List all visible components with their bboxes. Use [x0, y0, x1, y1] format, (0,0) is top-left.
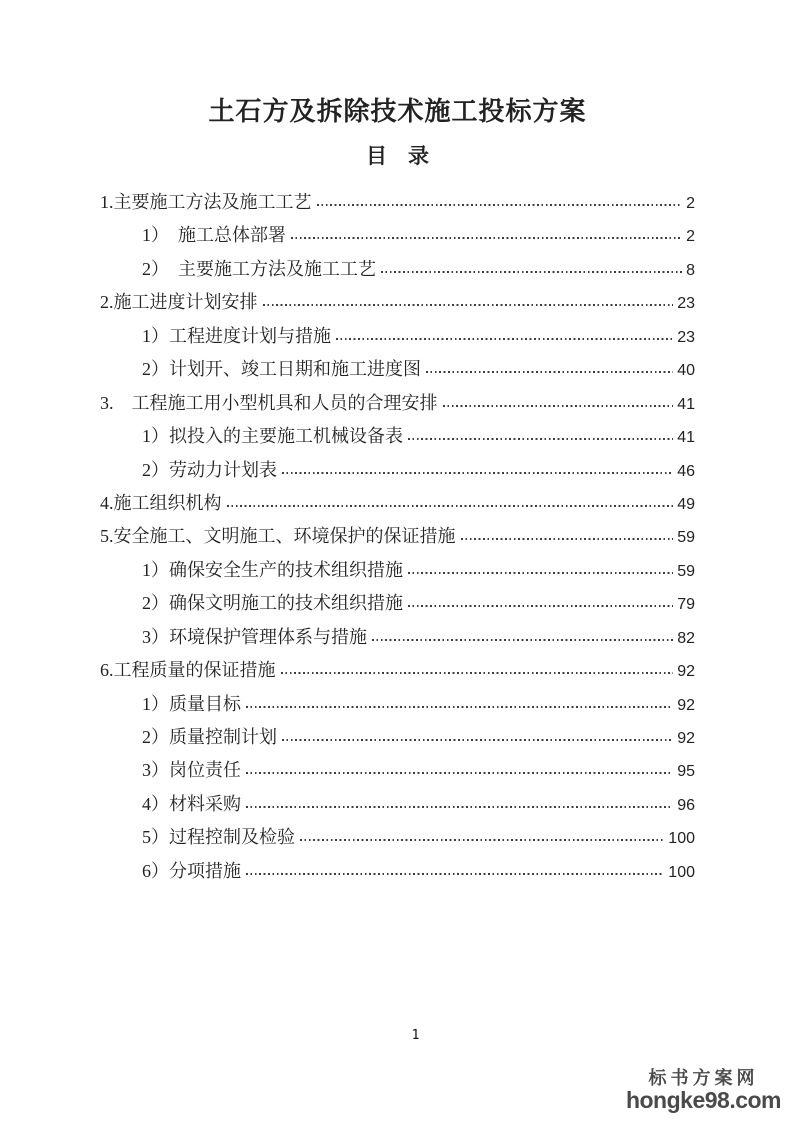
toc-entry[interactable] — [100, 454, 695, 487]
toc-dot-leader — [263, 304, 674, 306]
toc-entry-page: 100 — [668, 863, 695, 881]
toc-entry-label: 1）工程进度计划与措施 — [142, 325, 331, 346]
toc-entry[interactable] — [100, 587, 695, 620]
toc-entry[interactable] — [100, 621, 695, 654]
toc-entry-page: 100 — [668, 830, 695, 848]
toc-entry[interactable] — [100, 186, 695, 219]
toc-entry-label: 1）质量目标 — [142, 693, 241, 714]
toc-entry-label: 1） 施工总体部署 — [142, 225, 286, 246]
toc-dot-leader — [246, 873, 664, 875]
toc-entry-page: 59 — [677, 562, 695, 580]
toc-entry-label: 4.施工组织机构 — [100, 492, 222, 513]
toc-entry-label: 4）材料采购 — [142, 793, 241, 814]
toc-entry[interactable] — [100, 353, 695, 386]
toc-dot-leader — [461, 538, 674, 540]
toc-entry[interactable] — [100, 654, 695, 687]
toc-entry-label: 2）劳动力计划表 — [142, 459, 277, 480]
toc-dot-leader — [300, 839, 664, 841]
toc-dot-leader — [317, 204, 683, 206]
toc-entry-page: 92 — [677, 730, 695, 747]
footer-page-number: 1 — [411, 1028, 420, 1043]
toc-entry-page: 8 — [686, 261, 695, 279]
watermark-site-name: 标书方案网 — [648, 1068, 759, 1088]
toc-entry[interactable] — [100, 721, 695, 754]
toc-dot-leader — [408, 438, 673, 440]
toc-entry-page: 2 — [686, 195, 695, 212]
toc-entry-page: 46 — [677, 462, 695, 480]
toc-entry-label: 1）确保安全生产的技术组织措施 — [142, 559, 403, 580]
toc-entry[interactable] — [100, 420, 695, 453]
toc-dot-leader — [336, 338, 673, 340]
toc-entry[interactable] — [100, 688, 695, 721]
toc-dot-leader — [443, 405, 674, 407]
toc-dot-leader — [408, 572, 673, 574]
toc-entry-page: 82 — [677, 629, 695, 647]
toc-entry-page: 2 — [686, 228, 695, 246]
toc-entry-page: 59 — [677, 529, 695, 547]
toc-entry-page: 92 — [677, 663, 695, 681]
toc-dot-leader — [426, 371, 673, 373]
toc-entry[interactable] — [100, 821, 695, 854]
toc-list — [100, 186, 695, 888]
toc-entry-page: 96 — [677, 796, 695, 814]
toc-entry-label: 3. 工程施工用小型机具和人员的合理安排 — [100, 392, 438, 413]
toc-dot-leader — [372, 639, 673, 641]
watermark — [626, 1069, 781, 1112]
toc-entry[interactable] — [100, 320, 695, 353]
toc-dot-leader — [282, 472, 673, 474]
toc-entry[interactable] — [100, 487, 695, 520]
toc-entry[interactable] — [100, 387, 695, 420]
toc-entry-page: 49 — [677, 495, 695, 513]
toc-dot-leader — [282, 739, 673, 741]
toc-entry[interactable] — [100, 286, 695, 319]
toc-entry-label: 3）岗位责任 — [142, 760, 241, 781]
toc-entry-label: 2） 主要施工方法及施工工艺 — [142, 258, 376, 279]
toc-entry[interactable] — [100, 554, 695, 587]
toc-entry-label: 1.主要施工方法及施工工艺 — [100, 192, 312, 212]
toc-entry-page: 40 — [677, 362, 695, 380]
toc-dot-leader — [246, 806, 673, 808]
toc-entry-page: 41 — [677, 429, 695, 447]
toc-entry-label: 3）环境保护管理体系与措施 — [142, 626, 367, 647]
toc-entry[interactable] — [100, 219, 695, 252]
toc-entry-page: 41 — [677, 395, 695, 413]
toc-entry[interactable] — [100, 520, 695, 553]
document-title: 土石方及拆除技术施工投标方案 — [208, 97, 587, 126]
toc-entry-label: 6.工程质量的保证措施 — [100, 660, 276, 681]
toc-dot-leader — [408, 605, 673, 607]
toc-dot-leader — [246, 772, 673, 774]
toc-entry-page: 23 — [677, 328, 695, 346]
toc-entry-label: 2）质量控制计划 — [142, 727, 277, 747]
toc-entry-label: 2）确保文明施工的技术组织措施 — [142, 593, 403, 614]
watermark-site-url: hongke98.com — [625, 1087, 781, 1113]
toc-heading: 目 录 — [366, 144, 429, 168]
toc-entry[interactable] — [100, 788, 695, 821]
toc-entry-page: 23 — [677, 295, 695, 313]
toc-entry-page: 92 — [677, 696, 695, 714]
toc-entry-label: 2.施工进度计划安排 — [100, 292, 258, 313]
toc-entry-label: 6）分项措施 — [142, 860, 241, 881]
toc-entry-label: 5）过程控制及检验 — [142, 827, 295, 848]
toc-entry[interactable] — [100, 754, 695, 787]
toc-entry-label: 2）计划开、竣工日期和施工进度图 — [142, 359, 421, 380]
toc-dot-leader — [246, 706, 673, 708]
toc-entry-page: 79 — [677, 596, 695, 614]
toc-dot-leader — [227, 505, 674, 507]
toc-entry-label: 1）拟投入的主要施工机械设备表 — [142, 426, 403, 447]
toc-dot-leader — [381, 271, 682, 273]
toc-entry-page: 95 — [677, 763, 695, 781]
toc-entry[interactable] — [100, 855, 695, 888]
toc-entry[interactable] — [100, 253, 695, 286]
toc-entry-label: 5.安全施工、文明施工、环境保护的保证措施 — [100, 526, 456, 547]
toc-dot-leader — [291, 237, 682, 239]
toc-dot-leader — [281, 672, 674, 674]
